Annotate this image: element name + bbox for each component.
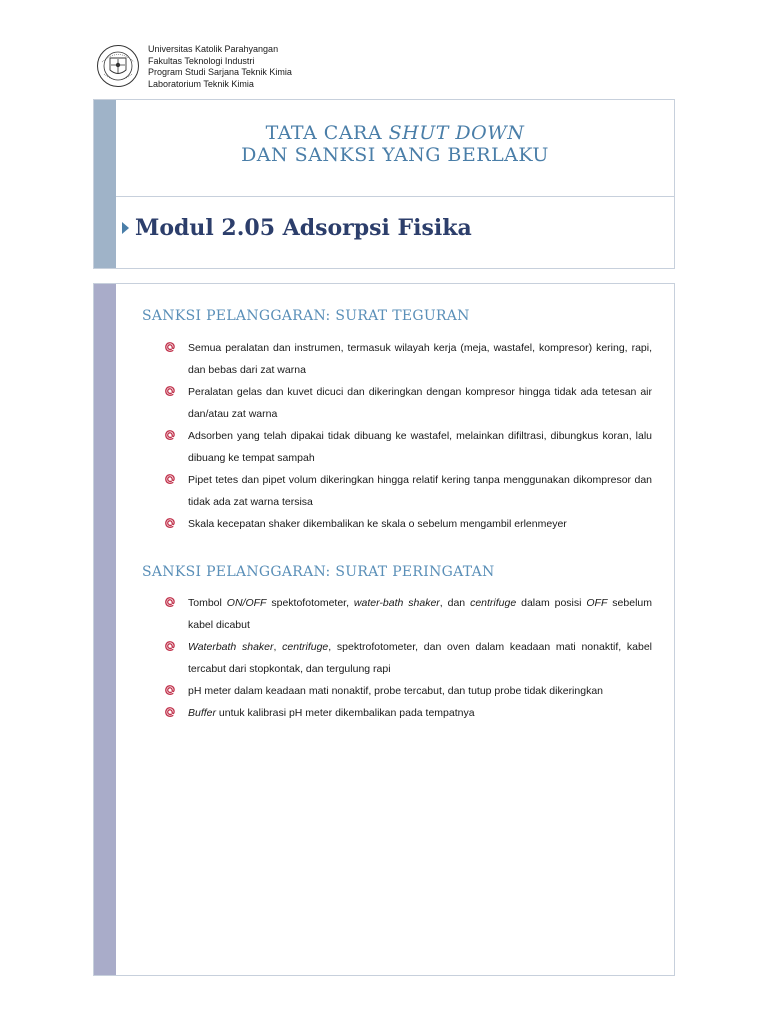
peringatan-item <box>162 702 652 724</box>
university-seal-logo <box>96 44 140 88</box>
section-heading-peringatan: SANKSI PELANGGARAN: SURAT PERINGATAN <box>142 564 495 580</box>
peringatan-item-text: untuk kalibrasi pH meter dikembalikan pada tempatnya <box>216 707 475 719</box>
swirl-bullet-icon <box>164 341 176 353</box>
peringatan-item <box>162 636 652 680</box>
peringatan-item-italic-text: Waterbath shaker <box>188 641 274 653</box>
peringatan-item-text: , <box>273 641 283 653</box>
teguran-item <box>162 469 652 513</box>
peringatan-item-italic-text: centrifuge <box>470 597 517 609</box>
institution-faculty: Fakultas Teknologi Industri <box>148 55 255 66</box>
teguran-list <box>162 337 652 535</box>
swirl-bullet-icon <box>164 429 176 441</box>
teguran-item-text: Semua peralatan dan instrumen, termasuk wilayah kerja (meja, wastafel, kompresor) kering, rapi, dan bebas dari zat warna <box>188 342 652 376</box>
peringatan-item-italic-text: Buffer <box>188 707 217 719</box>
peringatan-item-text: , spektrofotometer, dan oven dalam keadaan mati nonaktif, kabel tercabut dari stopkontak, dan tergulung rapi <box>188 641 652 675</box>
title-prefix: TATA CARA <box>265 122 389 144</box>
teguran-item-text: Skala kecepatan shaker dikembalikan ke skala o sebelum mengambil erlenmeyer <box>188 518 567 530</box>
teguran-item <box>162 425 652 469</box>
peringatan-item-italic-text: ON/OFF <box>226 597 267 609</box>
teguran-item-text: Peralatan gelas dan kuvet dicuci dan dikeringkan dengan kompresor hingga tidak ada tetesan air dan/atau zat warna <box>188 386 652 420</box>
module-row <box>122 215 472 241</box>
swirl-bullet-icon <box>164 517 176 529</box>
institution-university: Universitas Katolik Parahyangan <box>148 44 279 54</box>
institution-lines <box>148 44 292 90</box>
peringatan-item-text: sebelum kabel dicabut <box>188 597 652 631</box>
module-title: Modul 2.05 Adsorpsi Fisika <box>135 215 472 241</box>
swirl-bullet-icon <box>164 596 176 608</box>
swirl-bullet-icon <box>164 640 176 652</box>
peringatan-item-text: , dan <box>439 597 471 609</box>
peringatan-item <box>162 680 652 702</box>
peringatan-item-italic-text: water-bath shaker <box>353 597 440 609</box>
peringatan-item-text: dalam posisi <box>516 597 587 609</box>
peringatan-item-italic-text: centrifuge <box>282 641 329 653</box>
institution-lab: Laboratorium Teknik Kimia <box>148 78 254 89</box>
peringatan-item-italic-text: OFF <box>586 597 608 609</box>
swirl-bullet-icon <box>164 385 176 397</box>
title-line-2: DAN SANKSI YANG BERLAKU <box>241 144 549 166</box>
content-side-bar <box>94 284 116 975</box>
peringatan-item-text: Tombol <box>188 597 227 609</box>
peringatan-item-text: pH meter dalam keadaan mati nonaktif, probe tercabut, dan tutup probe tidak dikeringkan <box>188 685 604 697</box>
content-panel <box>93 283 675 976</box>
triangle-right-icon <box>122 222 129 234</box>
title-area <box>116 100 674 197</box>
institution-program: Program Studi Sarjana Teknik Kimia <box>148 67 292 77</box>
peringatan-item <box>162 592 652 636</box>
teguran-item <box>162 337 652 381</box>
peringatan-item-text: spektofotometer, <box>266 597 354 609</box>
teguran-item-text: Adsorben yang telah dipakai tidak dibuang ke wastafel, melainkan difiltrasi, dibungkus koran, lalu dibuang ke tempat sampah <box>188 430 652 464</box>
swirl-bullet-icon <box>164 473 176 485</box>
teguran-item <box>162 381 652 425</box>
title-italic: SHUT DOWN <box>388 122 525 144</box>
title-line-1 <box>116 122 674 144</box>
title-side-bar <box>94 100 116 268</box>
title-panel <box>93 99 675 269</box>
swirl-bullet-icon <box>164 706 176 718</box>
swirl-bullet-icon <box>164 684 176 696</box>
peringatan-list <box>162 592 652 724</box>
teguran-item <box>162 513 652 535</box>
teguran-item-text: Pipet tetes dan pipet volum dikeringkan hingga relatif kering tanpa menggunakan dikompresor dan tidak ada zat warna tersisa <box>188 474 652 508</box>
section-heading-teguran: SANKSI PELANGGARAN: SURAT TEGURAN <box>142 308 470 324</box>
